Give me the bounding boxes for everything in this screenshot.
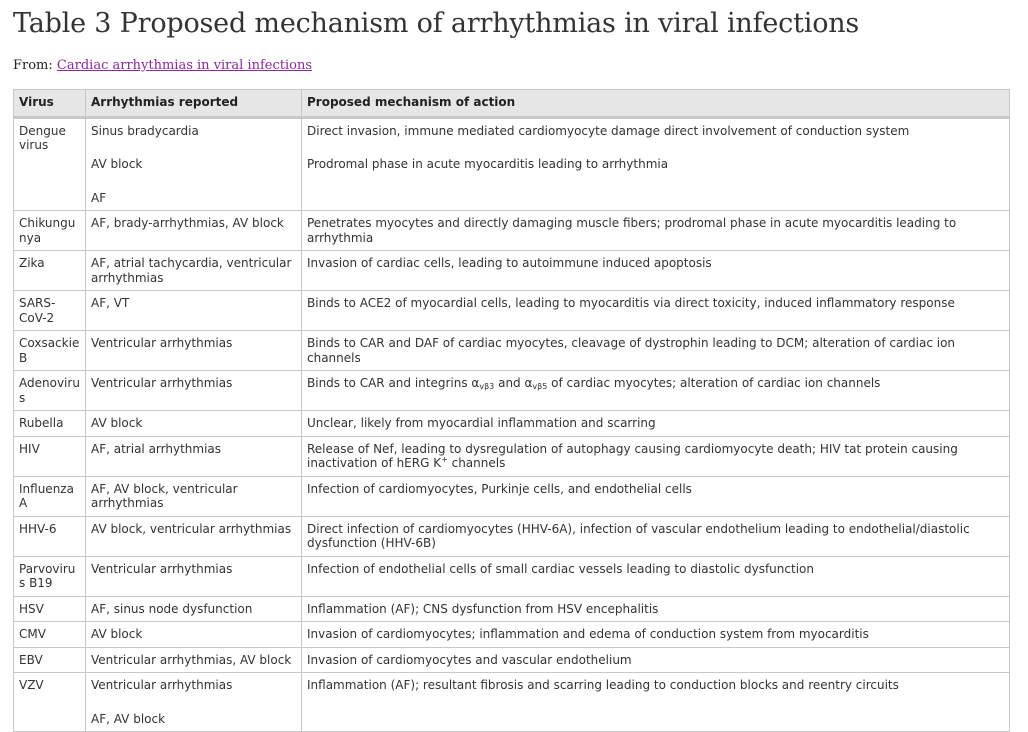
- mechanism-table: [13, 89, 1010, 732]
- cell-arrhythmias: [86, 117, 302, 211]
- cell-arrhythmias: AF, VT: [86, 291, 302, 331]
- table-row: [14, 211, 1010, 251]
- table-row: [14, 476, 1010, 516]
- subscript: vβ3: [479, 382, 495, 391]
- cell-mechanism: Penetrates myocytes and directly damaging muscle fibers; prodromal phase in acute myocarditis leading to arrhythmia: [302, 211, 1010, 251]
- cell-mechanism: Infection of cardiomyocytes, Purkinje cells, and endothelial cells: [302, 476, 1010, 516]
- cell-mechanism: [302, 371, 1010, 411]
- cell-virus: HHV-6: [14, 516, 86, 556]
- table-row: [14, 556, 1010, 596]
- cell-virus: HSV: [14, 596, 86, 622]
- cell-mechanism: Infection of endothelial cells of small cardiac vessels leading to diastolic dysfunction: [302, 556, 1010, 596]
- from-label: From:: [13, 58, 53, 73]
- superscript: +: [441, 455, 448, 464]
- mechanism-text: Binds to CAR and integrins α: [307, 376, 480, 390]
- table-row: [14, 291, 1010, 331]
- table-row: [14, 673, 1010, 732]
- cell-virus: Influenza A: [14, 476, 86, 516]
- table-header-row: [14, 90, 1010, 118]
- mechanism-item: Direct invasion, immune mediated cardiomyocyte damage direct involvement of conduction system: [307, 123, 910, 138]
- cell-mechanism: Invasion of cardiac cells, leading to autoimmune induced apoptosis: [302, 251, 1010, 291]
- cell-mechanism: Binds to ACE2 of myocardial cells, leading to myocarditis via direct toxicity, induced inflammatory response: [302, 291, 1010, 331]
- mechanism-item: Prodromal phase in acute myocarditis leading to arrhythmia: [307, 157, 669, 171]
- arrhythmia-item: AF: [91, 190, 107, 205]
- table-row: [14, 331, 1010, 371]
- cell-mechanism: Binds to CAR and DAF of cardiac myocytes, cleavage of dystrophin leading to DCM; alteration of cardiac ion channels: [302, 331, 1010, 371]
- cell-virus: CMV: [14, 622, 86, 648]
- cell-arrhythmias: AF, AV block, ventricular arrhythmias: [86, 476, 302, 516]
- table-row: [14, 251, 1010, 291]
- cell-arrhythmias: Ventricular arrhythmias, AV block: [86, 647, 302, 673]
- cell-mechanism: Invasion of cardiomyocytes and vascular endothelium: [302, 647, 1010, 673]
- cell-mechanism: Direct infection of cardiomyocytes (HHV-6A), infection of vascular endothelium leading to endothelial/diastolic dysfunction (HHV-6B): [302, 516, 1010, 556]
- cell-arrhythmias: AF, atrial arrhythmias: [86, 436, 302, 476]
- cell-virus: VZV: [14, 673, 86, 732]
- cell-mechanism: [302, 117, 1010, 211]
- cell-arrhythmias: [86, 673, 302, 732]
- table-row: [14, 411, 1010, 437]
- mechanism-text: channels: [447, 456, 506, 470]
- source-article-link[interactable]: Cardiac arrhythmias in viral infections: [56, 58, 312, 73]
- cell-virus: Chikungunya: [14, 211, 86, 251]
- arrhythmia-item: AV block: [91, 157, 143, 171]
- cell-virus: SARS-CoV-2: [14, 291, 86, 331]
- table-row: [14, 436, 1010, 476]
- cell-mechanism: Unclear, likely from myocardial inflammation and scarring: [302, 411, 1010, 437]
- cell-arrhythmias: AF, sinus node dysfunction: [86, 596, 302, 622]
- cell-virus: Adenovirus: [14, 371, 86, 411]
- table-row: [14, 117, 1010, 211]
- mechanism-text: of cardiac myocytes; alteration of cardiac ion channels: [547, 376, 881, 390]
- table-row: [14, 647, 1010, 673]
- table-row: [14, 596, 1010, 622]
- arrhythmia-item: Ventricular arrhythmias: [91, 678, 233, 692]
- cell-mechanism: [302, 436, 1010, 476]
- cell-mechanism: Inflammation (AF); CNS dysfunction from HSV encephalitis: [302, 596, 1010, 622]
- cell-virus: HIV: [14, 436, 86, 476]
- cell-arrhythmias: AV block, ventricular arrhythmias: [86, 516, 302, 556]
- header-arrhythmias: Arrhythmias reported: [86, 90, 302, 118]
- page-title: Table 3 Proposed mechanism of arrhythmias in viral infections: [13, 8, 860, 39]
- source-line: [13, 57, 1028, 75]
- cell-virus: Dengue virus: [14, 117, 86, 211]
- table-row: [14, 371, 1010, 411]
- subscript: vβ5: [532, 382, 548, 391]
- cell-mechanism: Inflammation (AF); resultant fibrosis and scarring leading to conduction blocks and reentry circuits: [302, 673, 1010, 732]
- cell-virus: Zika: [14, 251, 86, 291]
- cell-arrhythmias: Ventricular arrhythmias: [86, 556, 302, 596]
- table-row: [14, 622, 1010, 648]
- cell-virus: Rubella: [14, 411, 86, 437]
- arrhythmia-item: AF, AV block: [91, 711, 166, 726]
- arrhythmia-item: Sinus bradycardia: [91, 123, 199, 138]
- header-virus: Virus: [14, 90, 86, 118]
- cell-virus: Parvovirus B19: [14, 556, 86, 596]
- cell-virus: Coxsackie B: [14, 331, 86, 371]
- cell-arrhythmias: AF, brady-arrhythmias, AV block: [86, 211, 302, 251]
- table-row: [14, 516, 1010, 556]
- cell-arrhythmias: AV block: [86, 622, 302, 648]
- cell-arrhythmias: AF, atrial tachycardia, ventricular arrhythmias: [86, 251, 302, 291]
- cell-arrhythmias: AV block: [86, 411, 302, 437]
- cell-arrhythmias: Ventricular arrhythmias: [86, 331, 302, 371]
- mechanism-text: Release of Nef, leading to dysregulation of autophagy causing cardiomyocyte death; HIV tat protein causing inactivation of hERG K: [307, 441, 958, 470]
- mechanism-text: and α: [494, 376, 533, 390]
- cell-arrhythmias: Ventricular arrhythmias: [86, 371, 302, 411]
- header-mechanism: Proposed mechanism of action: [302, 90, 1010, 118]
- cell-mechanism: Invasion of cardiomyocytes; inflammation and edema of conduction system from myocarditis: [302, 622, 1010, 648]
- cell-virus: EBV: [14, 647, 86, 673]
